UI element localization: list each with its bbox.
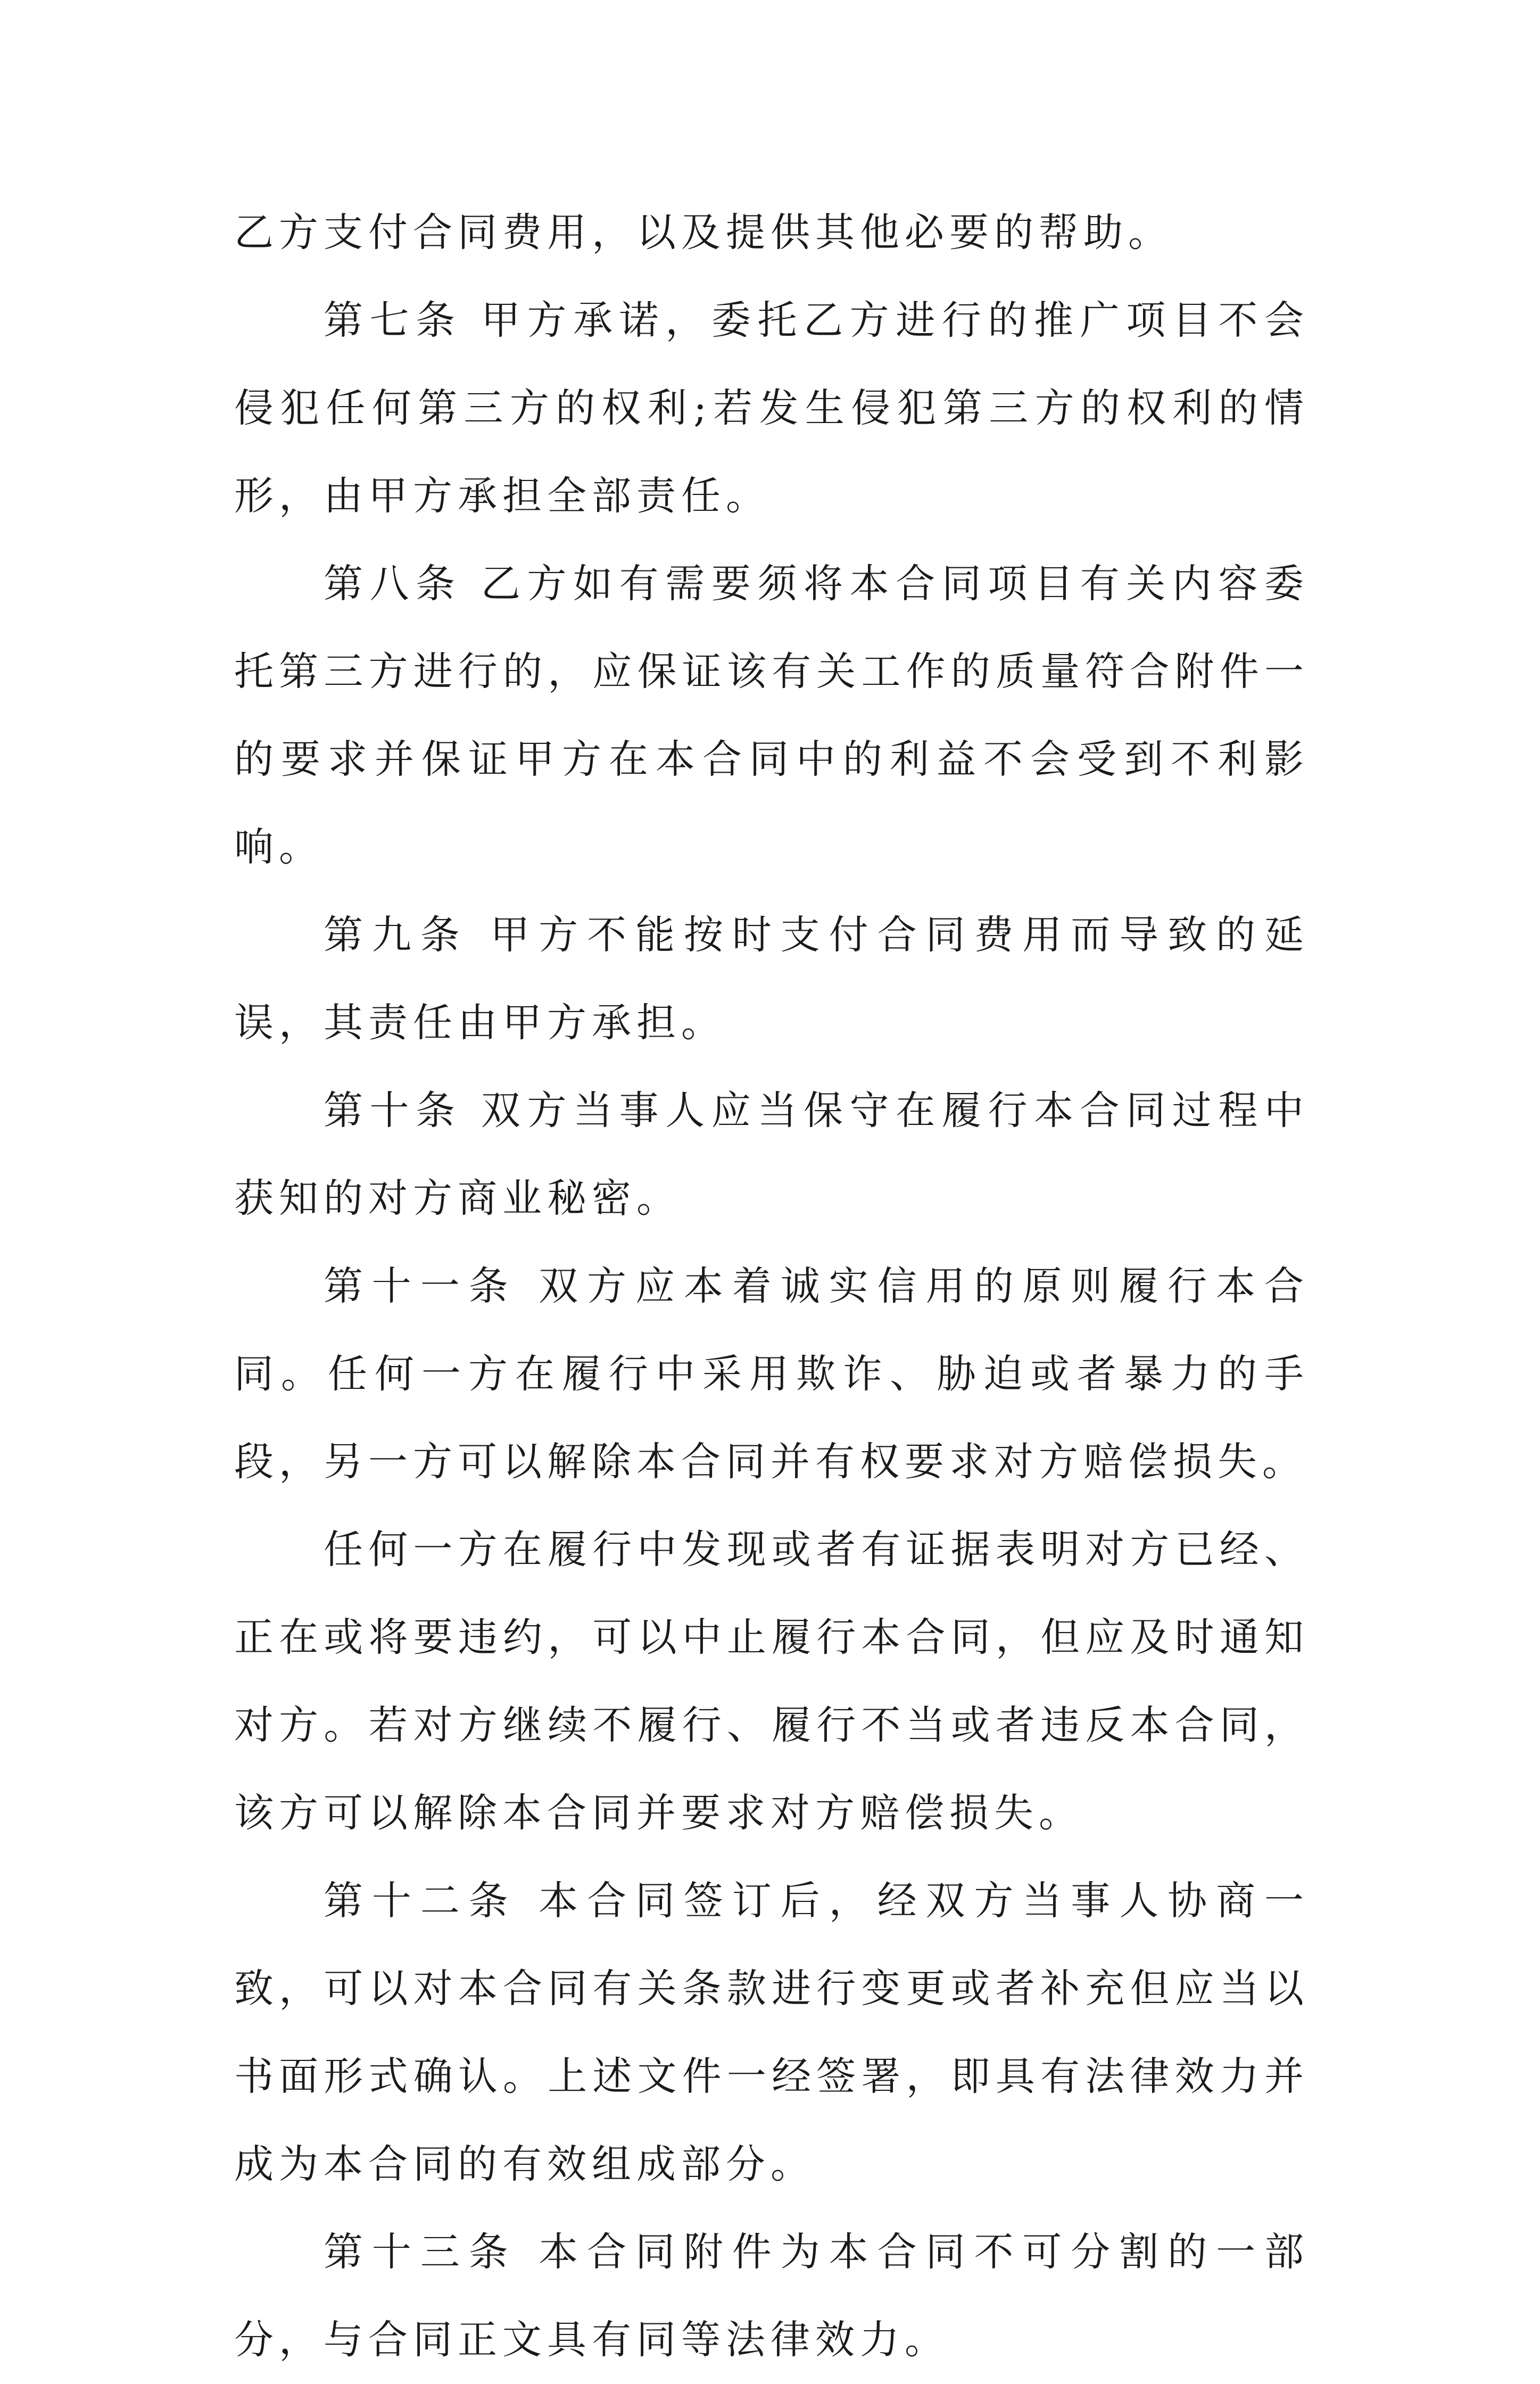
article-12: 第十二条 本合同签订后，经双方当事人协商一致，可以对本合同有关条款进行变更或者补充但应当以书面形式确认。上述文件一经签署，即具有法律效力并成为本合同的有效组成部分。 — [234, 1878, 1309, 2187]
article-8: 第八条 乙方如有需要须将本合同项目有关内容委托第三方进行的，应保证该有关工作的质量符合附件一的要求并保证甲方在本合同中的利益不会受到不利影响。 — [234, 561, 1309, 870]
article-9: 第九条 甲方不能按时支付合同费用而导致的延误，其责任由甲方承担。 — [234, 912, 1309, 1046]
article-11: 第十一条 双方应本着诚实信用的原则履行本合同。任何一方在履行中采用欺诈、胁迫或者暴力的手段，另一方可以解除本合同并有权要求对方赔偿损失。 — [234, 1263, 1309, 1485]
article-11-clause-2: 任何一方在履行中发现或者有证据表明对方已经、正在或将要违约，可以中止履行本合同，但应及时通知对方。若对方继续不履行、履行不当或者违反本合同，该方可以解除本合同并要求对方赔偿损失。 — [234, 1527, 1309, 1836]
article-13: 第十三条 本合同附件为本合同不可分割的一部分，与合同正文具有同等法律效力。 — [234, 2229, 1309, 2363]
article-10: 第十条 双方当事人应当保守在履行本合同过程中获知的对方商业秘密。 — [234, 1088, 1309, 1221]
article-7: 第七条 甲方承诺，委托乙方进行的推广项目不会侵犯任何第三方的权利;若发生侵犯第三方的权利的情形，由甲方承担全部责任。 — [234, 297, 1309, 519]
paragraph-continuation: 乙方支付合同费用，以及提供其他必要的帮助。 — [234, 210, 1173, 255]
document-body — [234, 189, 1309, 2384]
